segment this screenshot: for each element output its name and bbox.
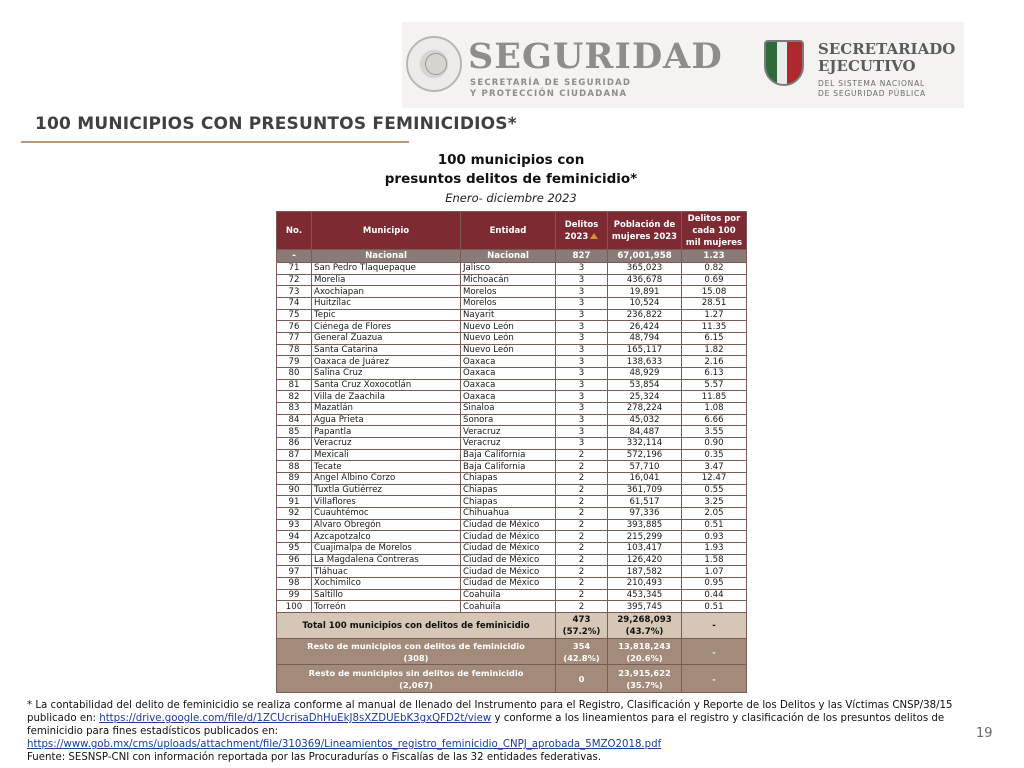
page-heading: 100 MUNICIPIOS CON PRESUNTOS FEMINICIDIOS* <box>35 114 517 134</box>
table-row <box>277 566 747 578</box>
header-municipio: Municipio <box>312 212 461 250</box>
cell-municipio: Santa Catarina <box>312 344 461 356</box>
table-row <box>277 578 747 590</box>
cell-delitos: 3 <box>556 438 608 450</box>
cell-municipio: Axochiapan <box>312 286 461 298</box>
cell-no: 78 <box>277 344 312 356</box>
cell-delitos: 2 <box>556 519 608 531</box>
cell-municipio: Santa Cruz Xoxocotlán <box>312 379 461 391</box>
cell-municipio: Cuauhtémoc <box>312 508 461 520</box>
cell-delitos: 2 <box>556 473 608 485</box>
table-row <box>277 461 747 473</box>
cell-municipio: Agua Prieta <box>312 414 461 426</box>
cell-no: 76 <box>277 321 312 333</box>
total-delitos: 473 (57.2%) <box>556 613 608 639</box>
cell-delitos: 3 <box>556 403 608 415</box>
secretariado-logo-line-1: SECRETARIADO <box>818 40 956 58</box>
cell-entidad: Baja California <box>461 461 556 473</box>
table-row <box>277 438 747 450</box>
table-row <box>277 379 747 391</box>
cell-poblacion: 48,794 <box>608 333 682 345</box>
national-poblacion: 67,001,958 <box>608 250 682 263</box>
table-row <box>277 589 747 601</box>
cell-poblacion: 53,854 <box>608 379 682 391</box>
cell-delitos: 3 <box>556 309 608 321</box>
cell-delitos: 3 <box>556 426 608 438</box>
cell-no: 82 <box>277 391 312 403</box>
table-row <box>277 274 747 286</box>
cell-poblacion: 278,224 <box>608 403 682 415</box>
cell-tasa: 3.25 <box>682 496 747 508</box>
header-no: No. <box>277 212 312 250</box>
cell-delitos: 2 <box>556 496 608 508</box>
footnotes <box>27 699 957 764</box>
header-delitos-label: Delitos 2023 <box>564 219 599 242</box>
cell-no: 97 <box>277 566 312 578</box>
cell-tasa: 1.08 <box>682 403 747 415</box>
table-subtitle: Enero- diciembre 2023 <box>445 191 577 205</box>
cell-no: 89 <box>277 473 312 485</box>
cell-no: 98 <box>277 578 312 590</box>
cell-municipio: Veracruz <box>312 438 461 450</box>
resto-con-delitos: 354 (42.8%) <box>556 639 608 665</box>
cell-no: 84 <box>277 414 312 426</box>
cell-entidad: Oaxaca <box>461 379 556 391</box>
table-row <box>277 554 747 566</box>
cell-poblacion: 210,493 <box>608 578 682 590</box>
cell-municipio: General Zuazua <box>312 333 461 345</box>
cell-municipio: Morelia <box>312 274 461 286</box>
cell-municipio: Mexicali <box>312 449 461 461</box>
cell-tasa: 6.13 <box>682 368 747 380</box>
cell-entidad: Chiapas <box>461 496 556 508</box>
cell-poblacion: 572,196 <box>608 449 682 461</box>
cell-poblacion: 97,336 <box>608 508 682 520</box>
feminicide-municipalities-table <box>276 211 747 693</box>
cell-no: 74 <box>277 298 312 310</box>
cell-poblacion: 365,023 <box>608 263 682 275</box>
cell-poblacion: 165,117 <box>608 344 682 356</box>
seguridad-logo-subtitle-1: SECRETARÍA DE SEGURIDAD <box>470 78 632 88</box>
cell-municipio: Villaflores <box>312 496 461 508</box>
cell-entidad: Chihuahua <box>461 508 556 520</box>
cell-tasa: 12.47 <box>682 473 747 485</box>
cell-entidad: Coahuila <box>461 589 556 601</box>
cell-entidad: Veracruz <box>461 426 556 438</box>
resto-sin-label: Resto de municipios sin delitos de feminicidio (2,067) <box>277 665 556 693</box>
table-row <box>277 368 747 380</box>
table-row <box>277 286 747 298</box>
cell-poblacion: 436,678 <box>608 274 682 286</box>
cell-entidad: Morelos <box>461 298 556 310</box>
cell-entidad: Ciudad de México <box>461 543 556 555</box>
cell-entidad: Morelos <box>461 286 556 298</box>
cell-no: 80 <box>277 368 312 380</box>
cell-tasa: 6.66 <box>682 414 747 426</box>
total-row <box>277 613 747 639</box>
table-row <box>277 496 747 508</box>
cell-municipio: Cuajimalpa de Morelos <box>312 543 461 555</box>
cell-delitos: 2 <box>556 578 608 590</box>
table-row <box>277 263 747 275</box>
orange-up-arrow-icon <box>590 233 598 239</box>
cell-poblacion: 10,524 <box>608 298 682 310</box>
cell-entidad: Jalisco <box>461 263 556 275</box>
cell-entidad: Ciudad de México <box>461 566 556 578</box>
cell-delitos: 3 <box>556 263 608 275</box>
cell-poblacion: 61,517 <box>608 496 682 508</box>
cell-delitos: 3 <box>556 321 608 333</box>
cell-entidad: Chiapas <box>461 484 556 496</box>
cell-poblacion: 19,891 <box>608 286 682 298</box>
cell-poblacion: 45,032 <box>608 414 682 426</box>
resto-sin-poblacion: 23,915,622 (35.7%) <box>608 665 682 693</box>
cell-no: 90 <box>277 484 312 496</box>
total-tasa: - <box>682 613 747 639</box>
table-row <box>277 426 747 438</box>
table-row <box>277 298 747 310</box>
cell-poblacion: 16,041 <box>608 473 682 485</box>
cell-tasa: 1.82 <box>682 344 747 356</box>
cell-municipio: San Pedro Tlaquepaque <box>312 263 461 275</box>
cell-no: 87 <box>277 449 312 461</box>
cell-poblacion: 236,822 <box>608 309 682 321</box>
cell-no: 77 <box>277 333 312 345</box>
table-row <box>277 309 747 321</box>
table-row <box>277 484 747 496</box>
cell-entidad: Nuevo León <box>461 321 556 333</box>
table-header-row <box>277 212 747 250</box>
total-label: Total 100 municipios con delitos de feminicidio <box>277 613 556 639</box>
cell-delitos: 3 <box>556 298 608 310</box>
cell-poblacion: 215,299 <box>608 531 682 543</box>
cell-no: 72 <box>277 274 312 286</box>
cell-municipio: Xochimilco <box>312 578 461 590</box>
cell-entidad: Coahuila <box>461 601 556 613</box>
cell-tasa: 0.69 <box>682 274 747 286</box>
cell-municipio: Mazatlán <box>312 403 461 415</box>
cell-delitos: 3 <box>556 286 608 298</box>
table-row <box>277 508 747 520</box>
cell-entidad: Ciudad de México <box>461 531 556 543</box>
cell-entidad: Baja California <box>461 449 556 461</box>
cell-municipio: Salina Cruz <box>312 368 461 380</box>
cell-poblacion: 395,745 <box>608 601 682 613</box>
cell-entidad: Oaxaca <box>461 391 556 403</box>
cell-tasa: 0.93 <box>682 531 747 543</box>
cell-delitos: 3 <box>556 379 608 391</box>
cell-delitos: 2 <box>556 566 608 578</box>
mexico-coat-of-arms-seal-icon <box>406 36 462 92</box>
table-row <box>277 543 747 555</box>
cell-delitos: 3 <box>556 391 608 403</box>
cell-entidad: Nayarit <box>461 309 556 321</box>
cell-municipio: Ciénega de Flores <box>312 321 461 333</box>
cell-municipio: Tepic <box>312 309 461 321</box>
cell-entidad: Oaxaca <box>461 356 556 368</box>
cell-municipio: Villa de Zaachila <box>312 391 461 403</box>
cell-entidad: Nuevo León <box>461 344 556 356</box>
cell-tasa: 0.51 <box>682 519 747 531</box>
cell-entidad: Ciudad de México <box>461 578 556 590</box>
cell-tasa: 15.08 <box>682 286 747 298</box>
cell-entidad: Sonora <box>461 414 556 426</box>
cell-delitos: 3 <box>556 333 608 345</box>
cell-tasa: 0.95 <box>682 578 747 590</box>
cell-no: 85 <box>277 426 312 438</box>
cell-delitos: 2 <box>556 601 608 613</box>
table-row <box>277 344 747 356</box>
cell-delitos: 2 <box>556 484 608 496</box>
cell-delitos: 2 <box>556 461 608 473</box>
table-title-line-2: presuntos delitos de feminicidio* <box>384 171 638 187</box>
national-tasa: 1.23 <box>682 250 747 263</box>
table-row <box>277 473 747 485</box>
cell-delitos: 2 <box>556 531 608 543</box>
seguridad-logo-word: SEGURIDAD <box>468 36 723 77</box>
cell-entidad: Chiapas <box>461 473 556 485</box>
national-row <box>277 250 747 263</box>
secretariado-logo-line-3: DEL SISTEMA NACIONAL <box>818 79 925 88</box>
table-row <box>277 449 747 461</box>
resto-con-poblacion: 13,818,243 (20.6%) <box>608 639 682 665</box>
cell-tasa: 1.58 <box>682 554 747 566</box>
cell-delitos: 2 <box>556 508 608 520</box>
cell-no: 92 <box>277 508 312 520</box>
cell-no: 99 <box>277 589 312 601</box>
cell-entidad: Michoacán <box>461 274 556 286</box>
cell-entidad: Ciudad de México <box>461 519 556 531</box>
cell-delitos: 3 <box>556 344 608 356</box>
cell-tasa: 1.93 <box>682 543 747 555</box>
table-row <box>277 333 747 345</box>
cell-municipio: Huitzilac <box>312 298 461 310</box>
cell-no: 81 <box>277 379 312 391</box>
resto-sin-feminicidio-row <box>277 665 747 693</box>
cell-municipio: Tuxtla Gutiérrez <box>312 484 461 496</box>
cell-entidad: Veracruz <box>461 438 556 450</box>
footnote-methodology: * La contabilidad del delito de feminicidio se realiza conforme al manual de llenado del Instrumento para el Registro, Clasificación y Reporte de los Delitos y las Víctimas CNSP/38/15 publicado en: https://drive.google.com/file/d/1ZCUcrisaDhHuEkJ8sXZDUEbK3gxQFD2t/view y conforme a los lineamientos para el registro y clasificación de los presuntos delitos de feminicidio para fines estadísticos publicados en: <box>27 700 953 737</box>
cell-tasa: 0.90 <box>682 438 747 450</box>
footnote-fuente: Fuente: SESNSP-CNI con información reportada por las Procuradurías o Fiscalías de las 32 entidades federativas. <box>27 752 602 763</box>
cell-tasa: 2.16 <box>682 356 747 368</box>
table-row <box>277 531 747 543</box>
manual-link[interactable]: https://drive.google.com/file/d/1ZCUcrisaDhHuEkJ8sXZDUEbK3gxQFD2t/view <box>99 713 492 724</box>
cell-delitos: 3 <box>556 414 608 426</box>
cell-no: 75 <box>277 309 312 321</box>
cell-tasa: 0.35 <box>682 449 747 461</box>
cell-municipio: La Magdalena Contreras <box>312 554 461 566</box>
cell-poblacion: 332,114 <box>608 438 682 450</box>
national-entidad: Nacional <box>461 250 556 263</box>
cell-tasa: 3.47 <box>682 461 747 473</box>
cell-entidad: Nuevo León <box>461 333 556 345</box>
cell-entidad: Oaxaca <box>461 368 556 380</box>
cell-no: 94 <box>277 531 312 543</box>
cell-municipio: Papantla <box>312 426 461 438</box>
cell-no: 79 <box>277 356 312 368</box>
table-row <box>277 403 747 415</box>
resto-con-tasa: - <box>682 639 747 665</box>
sesnsp-shield-icon <box>764 40 804 86</box>
national-delitos: 827 <box>556 250 608 263</box>
secretariado-logo-line-4: DE SEGURIDAD PÚBLICA <box>818 89 926 98</box>
header-delitos <box>556 212 608 250</box>
cell-poblacion: 138,633 <box>608 356 682 368</box>
cell-poblacion: 103,417 <box>608 543 682 555</box>
cell-delitos: 3 <box>556 356 608 368</box>
cell-poblacion: 84,487 <box>608 426 682 438</box>
cell-poblacion: 393,885 <box>608 519 682 531</box>
cell-entidad: Sinaloa <box>461 403 556 415</box>
cell-no: 100 <box>277 601 312 613</box>
cell-tasa: 1.07 <box>682 566 747 578</box>
cell-no: 91 <box>277 496 312 508</box>
page-number: 19 <box>976 726 993 741</box>
cell-no: 73 <box>277 286 312 298</box>
cell-tasa: 11.35 <box>682 321 747 333</box>
header-entidad: Entidad <box>461 212 556 250</box>
cell-delitos: 2 <box>556 589 608 601</box>
cell-poblacion: 57,710 <box>608 461 682 473</box>
table-row <box>277 391 747 403</box>
table-row <box>277 601 747 613</box>
header-logos <box>402 22 964 108</box>
cell-municipio: Saltillo <box>312 589 461 601</box>
cell-poblacion: 25,324 <box>608 391 682 403</box>
table-row <box>277 519 747 531</box>
total-poblacion: 29,268,093 (43.7%) <box>608 613 682 639</box>
cell-tasa: 0.55 <box>682 484 747 496</box>
cell-poblacion: 187,582 <box>608 566 682 578</box>
cell-municipio: Tecate <box>312 461 461 473</box>
cell-no: 95 <box>277 543 312 555</box>
cell-tasa: 1.27 <box>682 309 747 321</box>
cell-no: 88 <box>277 461 312 473</box>
table-row <box>277 321 747 333</box>
cell-municipio: Tláhuac <box>312 566 461 578</box>
cell-municipio: Oaxaca de Juárez <box>312 356 461 368</box>
cell-delitos: 3 <box>556 368 608 380</box>
cell-no: 93 <box>277 519 312 531</box>
cell-municipio: Torreón <box>312 601 461 613</box>
seguridad-logo-subtitle-2: Y PROTECCIÓN CIUDADANA <box>470 89 628 99</box>
cell-tasa: 3.55 <box>682 426 747 438</box>
table-row <box>277 356 747 368</box>
heading-divider <box>21 141 409 143</box>
national-no: - <box>277 250 312 263</box>
resto-con-feminicidio-row <box>277 639 747 665</box>
cell-tasa: 0.82 <box>682 263 747 275</box>
cell-municipio: Álvaro Obregón <box>312 519 461 531</box>
cell-tasa: 0.51 <box>682 601 747 613</box>
cell-tasa: 5.57 <box>682 379 747 391</box>
table-row <box>277 414 747 426</box>
cell-entidad: Ciudad de México <box>461 554 556 566</box>
header-poblacion: Población de mujeres 2023 <box>608 212 682 250</box>
cell-no: 83 <box>277 403 312 415</box>
cell-no: 86 <box>277 438 312 450</box>
cell-delitos: 2 <box>556 554 608 566</box>
header-tasa: Delitos por cada 100 mil mujeres <box>682 212 747 250</box>
cell-tasa: 11.85 <box>682 391 747 403</box>
cell-tasa: 0.44 <box>682 589 747 601</box>
cell-municipio: Azcapotzalco <box>312 531 461 543</box>
cell-tasa: 28.51 <box>682 298 747 310</box>
table-title-line-1: 100 municipios con <box>437 152 585 168</box>
cell-poblacion: 26,424 <box>608 321 682 333</box>
secretariado-logo-line-2: EJECUTIVO <box>818 57 916 75</box>
resto-con-label: Resto de municipios con delitos de feminicidio (308) <box>277 639 556 665</box>
cell-poblacion: 126,420 <box>608 554 682 566</box>
cell-no: 96 <box>277 554 312 566</box>
cell-tasa: 6.15 <box>682 333 747 345</box>
lineamientos-link[interactable]: https://www.gob.mx/cms/uploads/attachment/file/310369/Lineamientos_registro_feminicidio_CNPJ_aprobada_5MZO2018.pdf <box>27 739 662 750</box>
cell-delitos: 2 <box>556 543 608 555</box>
cell-poblacion: 453,345 <box>608 589 682 601</box>
cell-poblacion: 48,929 <box>608 368 682 380</box>
cell-poblacion: 361,709 <box>608 484 682 496</box>
resto-sin-tasa: - <box>682 665 747 693</box>
resto-sin-delitos: 0 <box>556 665 608 693</box>
cell-no: 71 <box>277 263 312 275</box>
cell-delitos: 3 <box>556 274 608 286</box>
national-municipio: Nacional <box>312 250 461 263</box>
cell-delitos: 2 <box>556 449 608 461</box>
cell-municipio: Angel Albino Corzo <box>312 473 461 485</box>
cell-tasa: 2.05 <box>682 508 747 520</box>
